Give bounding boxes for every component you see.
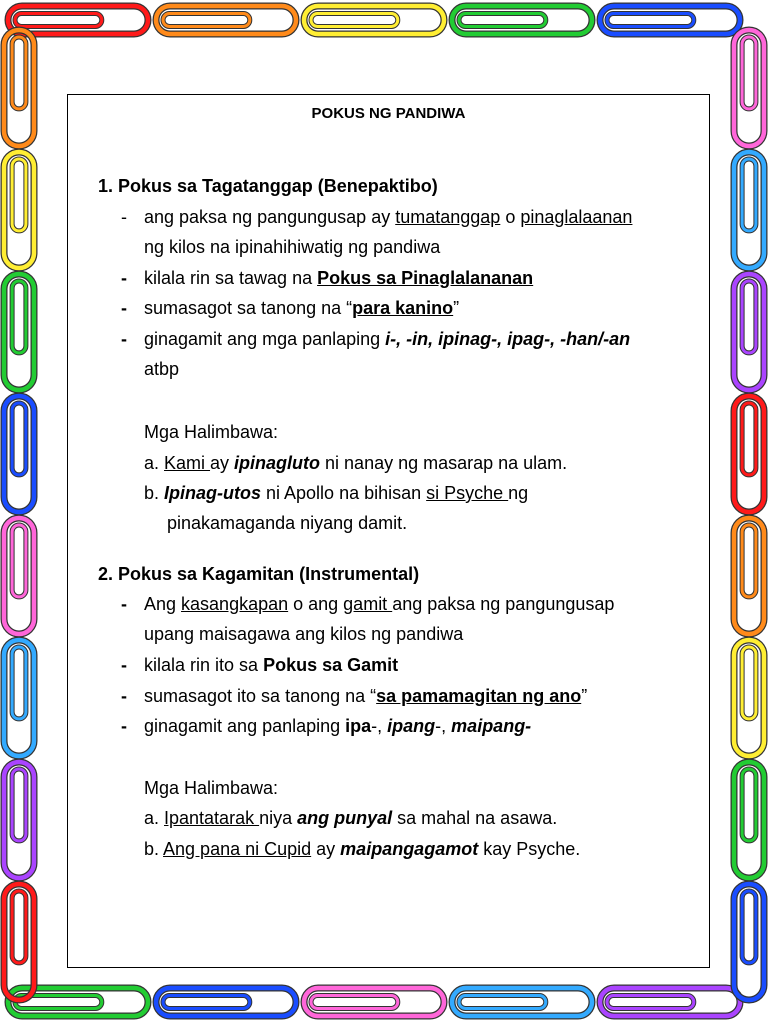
paperclip-icon [4, 640, 34, 756]
section1-examples-label: Mga Halimbawa: [144, 422, 279, 442]
section1-example-b: b. Ipinag-utos ni Apollo na bihisan si Psyche ng [144, 483, 529, 503]
paperclip-icon [600, 6, 740, 34]
paperclip-icon [734, 274, 764, 390]
section1-bullet2: kilala rin sa tawag na Pokus sa Pinaglalananan [144, 268, 534, 288]
paperclip-icon [304, 988, 444, 1016]
section1-bullet3: sumasagot sa tanong na “para kanino” [144, 298, 460, 318]
paperclip-icon [734, 30, 764, 146]
section2-example-a: a. Ipantatarak niya ang punyal sa mahal na asawa. [144, 808, 558, 828]
paperclip-icon [4, 518, 34, 634]
section2-bullet3: sumasagot ito sa tanong na “sa pamamagitan ng ano” [144, 686, 588, 706]
paperclip-icon [734, 762, 764, 878]
section1-bullet1-cont: ng kilos na ipinahihiwatig ng pandiwa [144, 237, 441, 257]
section2-examples-label: Mga Halimbawa: [144, 778, 279, 798]
paperclip-icon [4, 884, 34, 1000]
section1-example-a: a. Kami ay ipinagluto ni nanay ng masarap na ulam. [144, 453, 568, 473]
section1-heading: 1. Pokus sa Tagatanggap (Benepaktibo) [98, 176, 438, 196]
paperclip-icon [734, 396, 764, 512]
section2-bullet2: kilala rin ito sa Pokus sa Gamit [144, 655, 399, 675]
paperclip-icon [734, 152, 764, 268]
paperclip-icon [734, 518, 764, 634]
section2-bullet1-cont: upang maisagawa ang kilos ng pandiwa [144, 624, 464, 644]
page-title: POKUS NG PANDIWA [311, 105, 466, 122]
paperclip-icon [734, 640, 764, 756]
section1-bullet4-cont: atbp [144, 359, 180, 379]
document-card [67, 94, 710, 968]
paperclip-icon [4, 30, 34, 146]
section2-bullet1: Ang kasangkapan o ang gamit ang paksa ng pangungusap [144, 594, 615, 614]
paperclip-icon [452, 988, 592, 1016]
bullet: - [121, 329, 127, 349]
paperclip-icon [600, 988, 740, 1016]
bullet: - [121, 298, 127, 318]
bullet: - [121, 268, 127, 288]
paperclip-icon [4, 762, 34, 878]
bullet: - [121, 716, 127, 736]
section1-bullet1: ang paksa ng pangungusap ay tumatanggap o pinaglalaanan [144, 207, 633, 227]
paperclip-icon [4, 152, 34, 268]
paperclip-icon [4, 274, 34, 390]
bullet: - [121, 655, 127, 675]
bullet: - [121, 594, 127, 614]
paperclip-icon [452, 6, 592, 34]
paperclip-icon [734, 884, 764, 1000]
paperclip-icon [4, 396, 34, 512]
paperclip-icon [156, 6, 296, 34]
section2-example-b: b. Ang pana ni Cupid ay maipangagamot kay Psyche. [144, 839, 581, 859]
section1-example-b-cont: pinakamaganda niyang damit. [167, 513, 408, 533]
section2-bullet4: ginagamit ang panlaping ipa-, ipang-, maipang- [144, 716, 532, 736]
section1-bullet4: ginagamit ang mga panlaping i-, -in, ipinag-, ipag-, -han/-an [144, 329, 631, 349]
bullet: - [121, 207, 127, 227]
paperclip-icon [156, 988, 296, 1016]
paperclip-icon [304, 6, 444, 34]
bullet: - [121, 686, 127, 706]
section2-heading: 2. Pokus sa Kagamitan (Instrumental) [98, 564, 420, 584]
